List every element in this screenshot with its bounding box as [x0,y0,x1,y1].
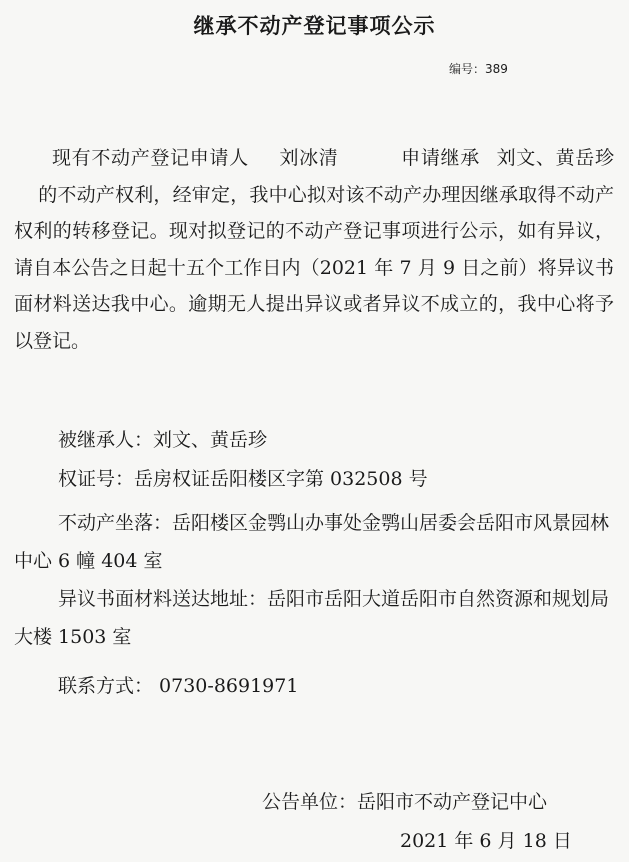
intro-lead: 现有不动产登记申请人 [52,147,249,169]
applicant-name: 刘冰清 [278,147,339,169]
intro-body: 的不动产权利，经审定，我中心拟对该不动产办理因继承取得不动产权利的转移登记。现对拟登记的不动产登记事项进行公示，如有异议，请自本公告之日起十五个工作日内（2021 年 7 月 9 日之前）将异议书面材料送达我中心。逾期无人提出异议或者异议不成立的，我中心将予以登记。 [14,183,614,352]
objection-address-line: 异议书面材料送达地址：岳阳市岳阳大道岳阳市自然资源和规划局大楼 1503 室 [14,588,610,648]
issuer-line: 公告单位：岳阳市不动产登记中心 [262,791,548,813]
decedents-first: 刘文、 [495,147,556,169]
certificate-line: 权证号：岳房权证岳阳楼区字第 032508 号 [58,468,428,490]
notice-body-paragraph [14,140,614,359]
location-line: 不动产坐落：岳阳楼区金鹗山办事处金鹗山居委会岳阳市风景园林中心 6 幢 404 室 [14,512,610,572]
issue-date: 2021 年 6 月 18 日 [400,830,572,852]
inheritee-line: 被继承人：刘文、黄岳珍 [58,429,268,451]
contact-line: 联系方式： 0730-8691971 [58,675,299,697]
document-number: 编号：389 [449,62,508,76]
decedents-second: 黄岳珍 [555,147,614,169]
notice-title: 继承不动产登记事项公示 [193,14,436,38]
intro-mid: 申请继承 [400,147,480,169]
